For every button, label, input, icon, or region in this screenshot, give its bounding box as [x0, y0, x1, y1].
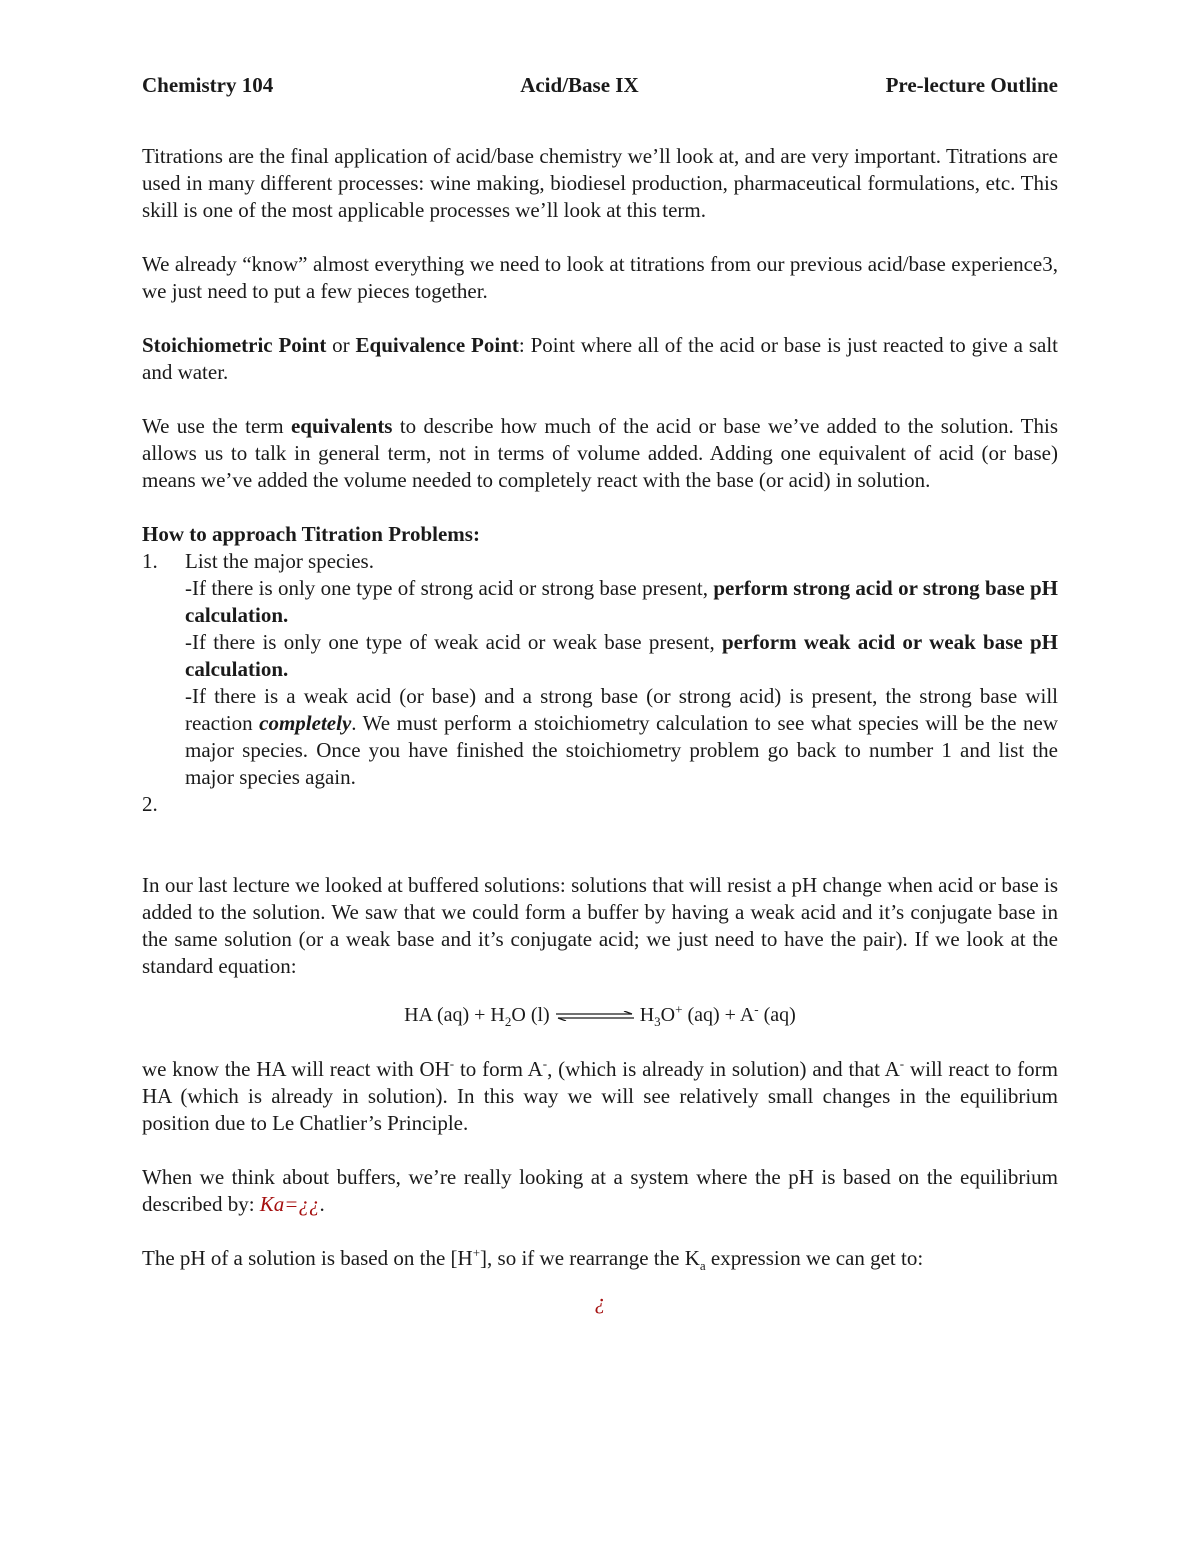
steps-heading: How to approach Titration Problems: — [142, 522, 480, 546]
step-1-substeps — [185, 575, 1058, 791]
equilibrium-arrow-icon — [554, 1011, 636, 1021]
substep-weak: -If there is only one type of weak acid or weak base present, perform weak acid or weak base pH calculation. — [185, 630, 1058, 681]
term-stoichiometric-point: Stoichiometric Point — [142, 333, 327, 357]
document-page — [142, 72, 1058, 1315]
rearranged-formula-glyph: ¿ — [594, 1289, 606, 1314]
ph-rearrange-paragraph: The pH of a solution is based on the [H+], so if we rearrange the $K_a$ expression we can get to: — [142, 1245, 924, 1274]
ka-formula: Ka=¿¿ — [259, 1192, 320, 1216]
step-1 — [142, 548, 1058, 575]
step-2-number: 2. — [142, 792, 158, 816]
equivalence-point-definition: Stoichiometric Point or Equivalence Point: Point where all of the acid or base is just reacted to give a salt and water. — [142, 333, 1058, 384]
equivalents-paragraph: We use the term equivalents to describe how much of the acid or base we’ve added to the solution. This allows us to talk in general term, not in terms of volume added. Adding one equivalent of acid (or base) means we’ve added the volume needed to completely react with the base (or acid) in solution. — [142, 414, 1058, 492]
term-equivalence-point: Equivalence Point — [355, 333, 519, 357]
equation-products: $H_3O^+$ (aq) + A- (aq) — [639, 1001, 796, 1029]
le-chatelier-paragraph: we know the HA will react with OH- to form A-, (which is already in solution) and that A- will react to form HA (which is already in solution). In this way we will see relatively small changes in the equilibrium position due to Le Chatlier’s Principle. — [142, 1056, 1058, 1135]
titration-steps — [142, 521, 1058, 818]
substep-strong: -If there is only one type of strong acid or strong base present, perform strong acid or strong base pH calculation. — [185, 576, 1058, 627]
equation-reactants: HA $(aq) + H_2O$ (l) — [404, 1004, 550, 1029]
step-1-text: List the major species. — [185, 549, 374, 573]
term-equivalents: equivalents — [290, 414, 393, 438]
buffer-equilibrium-paragraph: When we think about buffers, we’re really looking at a system where the pH is based on the equilibrium described by: Ka=¿¿. — [142, 1165, 1058, 1216]
buffer-paragraph: In our last lecture we looked at buffered solutions: solutions that will resist a pH change when acid or base is added to the solution. We saw that we could form a buffer by having a weak acid and it’s conjugate base in the same solution (or a weak base and it’s conjugate acid; we just need to have the pair). If we look at the standard equation: — [142, 873, 1058, 978]
intro-paragraph: Titrations are the final application of acid/base chemistry we’ll look at, and are very important. Titrations are used in many different processes: wine making, biodiesel production, pharmaceutical formulations, etc. This skill is one of the most applicable processes we’ll look at this term. — [142, 144, 1058, 222]
step-2 — [142, 791, 1058, 818]
topic-title: Acid/Base IX — [520, 73, 639, 97]
step-1-number: 1. — [142, 549, 158, 573]
prior-knowledge-paragraph: We already “know” almost everything we need to look at titrations from our previous acid/base experience3, we just need to put a few pieces together. — [142, 252, 1058, 303]
equilibrium-equation — [142, 1002, 1058, 1032]
course-title: Chemistry 104 — [142, 73, 274, 97]
substep-mixed: -If there is a weak acid (or base) and a strong base (or strong acid) is present, the strong base will reaction completely. We must perform a stoichiometry calculation to see what species will be the new major species. Once you have finished the stoichiometry problem go back to number 1 and list the major species again. — [185, 684, 1058, 789]
page-header — [142, 72, 1058, 99]
document-type: Pre-lecture Outline — [885, 73, 1058, 97]
